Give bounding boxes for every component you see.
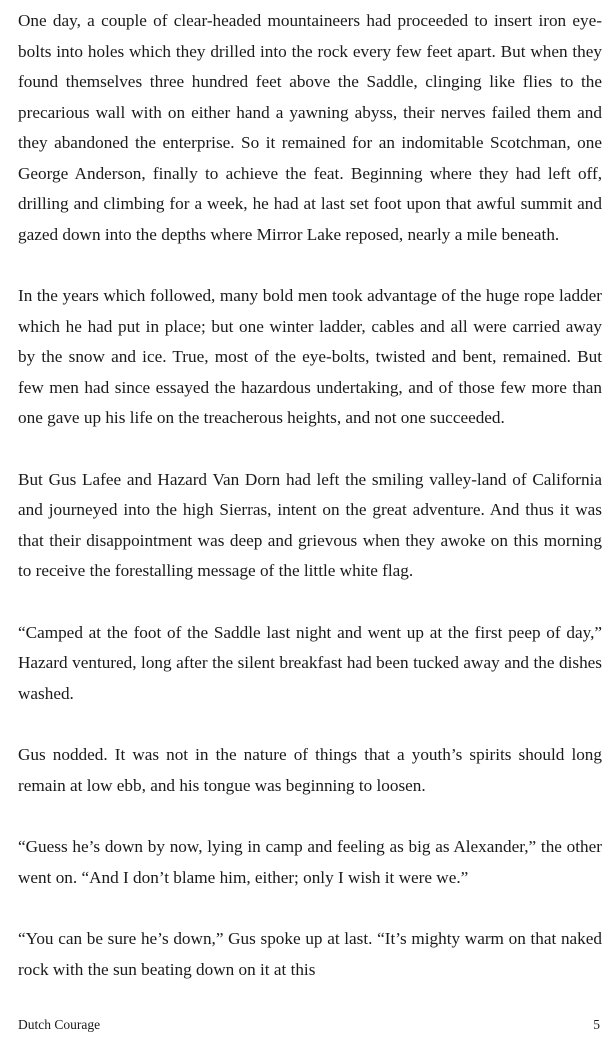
- page-footer: [18, 1016, 600, 1034]
- paragraph-6: “Guess he’s down by now, lying in camp and feeling as big as Alexander,” the other went on. “And I don’t blame him, either; only I wish it were we.”: [18, 837, 602, 887]
- page-body: [18, 6, 602, 985]
- paragraph-4: “Camped at the foot of the Saddle last night and went up at the first peep of day,” Hazard ventured, long after the silent breakfast had been tucked away and the dishes washed.: [18, 622, 602, 703]
- paragraph-3: But Gus Lafee and Hazard Van Dorn had left the smiling valley-land of California and journeyed into the high Sierras, intent on the great adventure. And thus it was that their disappointment was deep and grievous when they awoke on this morning to receive the forestalling message of the little white flag.: [18, 469, 602, 580]
- footer-book-title: Dutch Courage: [18, 1017, 101, 1032]
- paragraph-7: “You can be sure he’s down,” Gus spoke up at last. “It’s mighty warm on that naked rock with the sun beating down on it at this: [18, 929, 602, 979]
- paragraph-5: Gus nodded. It was not in the nature of things that a youth’s spirits should long remain at low ebb, and his tongue was beginning to loosen.: [18, 745, 602, 795]
- paragraph-1: One day, a couple of clear-headed mountaineers had proceeded to insert iron eye-bolts into holes which they drilled into the rock every few feet apart. But when they found themselves three hundred feet above the Saddle, clinging like flies to the precarious wall with on either hand a yawning abyss, their nerves failed them and they abandoned the enterprise. So it remained for an indomitable Scotchman, one George Anderson, finally to achieve the feat. Beginning where they had left off, drilling and climbing for a week, he had at last set foot upon that awful summit and gazed down into the depths where Mirror Lake reposed, nearly a mile beneath.: [18, 11, 602, 244]
- paragraph-2: In the years which followed, many bold men took advantage of the huge rope ladder which he had put in place; but one winter ladder, cables and all were carried away by the snow and ice. True, most of the eye-bolts, twisted and bent, remained. But few men had since essayed the hazardous undertaking, and of those few more than one gave up his life on the treacherous heights, and not one succeeded.: [18, 286, 602, 427]
- footer-page-number: 5: [593, 1017, 600, 1032]
